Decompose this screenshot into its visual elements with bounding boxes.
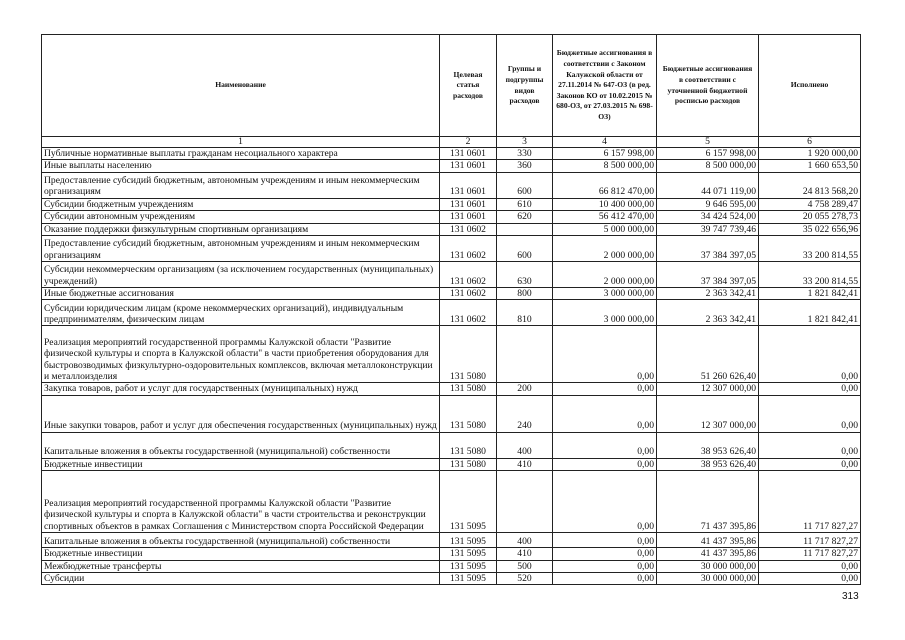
table-row <box>42 288 861 300</box>
row-law-allocation: 2 000 000,00 <box>553 236 657 262</box>
table-row <box>42 383 861 395</box>
table-body <box>42 148 861 585</box>
table-row <box>42 172 861 198</box>
row-executed: 35 022 656,96 <box>759 223 861 235</box>
row-target-article: 131 5095 <box>440 471 497 533</box>
row-law-allocation: 0,00 <box>553 395 657 432</box>
row-expense-group: 330 <box>497 148 553 160</box>
column-number: 1 <box>42 137 440 148</box>
table-row <box>42 223 861 235</box>
row-expense-group: 200 <box>497 383 553 395</box>
row-expense-group: 400 <box>497 432 553 458</box>
row-name: Межбюджетные трансферты <box>42 560 440 572</box>
header-row <box>42 35 861 137</box>
row-law-allocation: 10 400 000,00 <box>553 198 657 210</box>
table-row <box>42 198 861 210</box>
row-refined-allocation: 12 307 000,00 <box>657 395 759 432</box>
row-target-article: 131 0602 <box>440 300 497 326</box>
table-row <box>42 548 861 560</box>
row-executed: 11 717 827,27 <box>759 548 861 560</box>
row-target-article: 131 5080 <box>440 383 497 395</box>
row-target-article: 131 0601 <box>440 160 497 172</box>
row-executed: 0,00 <box>759 326 861 383</box>
row-executed: 1 821 842,41 <box>759 288 861 300</box>
column-number: 3 <box>497 137 553 148</box>
column-number: 4 <box>553 137 657 148</box>
row-executed: 20 055 278,73 <box>759 211 861 223</box>
row-refined-allocation: 39 747 739,46 <box>657 223 759 235</box>
row-target-article: 131 5080 <box>440 458 497 470</box>
row-executed: 11 717 827,27 <box>759 533 861 548</box>
row-executed: 1 920 000,00 <box>759 148 861 160</box>
row-name: Субсидии автономным учреждениям <box>42 211 440 223</box>
row-name: Субсидии некоммерческим организациям (за исключением государственных (муниципальных) учреждений) <box>42 262 440 288</box>
row-refined-allocation: 44 071 119,00 <box>657 172 759 198</box>
row-target-article: 131 5095 <box>440 573 497 585</box>
row-refined-allocation: 41 437 395,86 <box>657 548 759 560</box>
table-row <box>42 432 861 458</box>
table-row <box>42 395 861 432</box>
row-law-allocation: 2 000 000,00 <box>553 262 657 288</box>
row-expense-group <box>497 326 553 383</box>
row-executed: 24 813 568,20 <box>759 172 861 198</box>
row-name: Иные бюджетные ассигнования <box>42 288 440 300</box>
row-target-article: 131 5080 <box>440 432 497 458</box>
row-law-allocation: 0,00 <box>553 548 657 560</box>
row-expense-group: 520 <box>497 573 553 585</box>
row-name: Иные закупки товаров, работ и услуг для обеспечения государственных (муниципальных) нужд <box>42 395 440 432</box>
row-name: Бюджетные инвестиции <box>42 458 440 470</box>
row-executed: 33 200 814,55 <box>759 262 861 288</box>
row-target-article: 131 0602 <box>440 223 497 235</box>
header-name: Наименование <box>42 35 440 137</box>
row-refined-allocation: 2 363 342,41 <box>657 300 759 326</box>
row-refined-allocation: 2 363 342,41 <box>657 288 759 300</box>
row-refined-allocation: 30 000 000,00 <box>657 560 759 572</box>
table-row <box>42 236 861 262</box>
row-target-article: 131 0602 <box>440 262 497 288</box>
row-law-allocation: 66 812 470,00 <box>553 172 657 198</box>
row-target-article: 131 0602 <box>440 288 497 300</box>
row-target-article: 131 5080 <box>440 395 497 432</box>
row-executed: 0,00 <box>759 560 861 572</box>
row-expense-group: 800 <box>497 288 553 300</box>
row-executed: 1 821 842,41 <box>759 300 861 326</box>
row-refined-allocation: 51 260 626,40 <box>657 326 759 383</box>
header-expense-groups: Группы и подгруппы видов расходов <box>497 35 553 137</box>
row-refined-allocation: 34 424 524,00 <box>657 211 759 223</box>
row-law-allocation: 0,00 <box>553 458 657 470</box>
row-refined-allocation: 6 157 998,00 <box>657 148 759 160</box>
row-expense-group: 360 <box>497 160 553 172</box>
row-executed: 0,00 <box>759 395 861 432</box>
row-expense-group <box>497 471 553 533</box>
row-name: Иные выплаты населению <box>42 160 440 172</box>
row-law-allocation: 5 000 000,00 <box>553 223 657 235</box>
row-law-allocation: 0,00 <box>553 560 657 572</box>
row-target-article: 131 5095 <box>440 533 497 548</box>
row-expense-group <box>497 223 553 235</box>
row-target-article: 131 0601 <box>440 198 497 210</box>
row-expense-group: 810 <box>497 300 553 326</box>
row-executed: 33 200 814,55 <box>759 236 861 262</box>
row-law-allocation: 6 157 998,00 <box>553 148 657 160</box>
row-law-allocation: 0,00 <box>553 432 657 458</box>
row-name: Оказание поддержки физкультурным спортивным организациям <box>42 223 440 235</box>
table-row <box>42 211 861 223</box>
header-executed: Исполнено <box>759 35 861 137</box>
row-law-allocation: 8 500 000,00 <box>553 160 657 172</box>
row-expense-group: 600 <box>497 172 553 198</box>
row-executed: 11 717 827,27 <box>759 471 861 533</box>
header-refined-allocations: Бюджетные ассигнования в соответствии с уточненной бюджетной росписью расходов <box>657 35 759 137</box>
row-refined-allocation: 41 437 395,86 <box>657 533 759 548</box>
row-executed: 0,00 <box>759 432 861 458</box>
row-expense-group: 400 <box>497 533 553 548</box>
row-executed: 1 660 653,50 <box>759 160 861 172</box>
row-expense-group: 630 <box>497 262 553 288</box>
table-row <box>42 148 861 160</box>
row-refined-allocation: 12 307 000,00 <box>657 383 759 395</box>
row-target-article: 131 5095 <box>440 560 497 572</box>
row-executed: 4 758 289,47 <box>759 198 861 210</box>
row-target-article: 131 0601 <box>440 172 497 198</box>
table-row <box>42 560 861 572</box>
row-law-allocation: 0,00 <box>553 326 657 383</box>
row-name: Предоставление субсидий бюджетным, автономным учреждениям и иным некоммерческим организациям <box>42 172 440 198</box>
row-refined-allocation: 38 953 626,40 <box>657 458 759 470</box>
row-expense-group: 240 <box>497 395 553 432</box>
row-name: Бюджетные инвестиции <box>42 548 440 560</box>
row-refined-allocation: 38 953 626,40 <box>657 432 759 458</box>
row-expense-group: 410 <box>497 548 553 560</box>
row-name: Субсидии <box>42 573 440 585</box>
page-number: 313 <box>842 591 859 602</box>
row-law-allocation: 3 000 000,00 <box>553 300 657 326</box>
column-number: 5 <box>657 137 759 148</box>
header-law-allocations: Бюджетные ассигнования в соответствии с Законом Калужской области от 27.11.2014 № 647-ОЗ (в ред. Законов КО от 10.02.2015 № 680-ОЗ, от 27.03.2015 № 698-ОЗ) <box>553 35 657 137</box>
row-name: Субсидии юридическим лицам (кроме некоммерческих организаций), индивидуальным предпринимателям, физическим лицам <box>42 300 440 326</box>
table-row <box>42 300 861 326</box>
row-target-article: 131 0601 <box>440 211 497 223</box>
row-law-allocation: 56 412 470,00 <box>553 211 657 223</box>
row-name: Реализация мероприятий государственной программы Калужской области "Развитие физической культуры и спорта в Калужской области" в части строительства и реконструкции спортивных объектов в рамках Соглашения с Министерством спорта Российской Федерации <box>42 471 440 533</box>
row-target-article: 131 5080 <box>440 326 497 383</box>
row-executed: 0,00 <box>759 383 861 395</box>
row-name: Публичные нормативные выплаты гражданам несоциального характера <box>42 148 440 160</box>
table-row <box>42 533 861 548</box>
row-name: Субсидии бюджетным учреждениям <box>42 198 440 210</box>
table-row <box>42 262 861 288</box>
table-row <box>42 160 861 172</box>
column-number: 2 <box>440 137 497 148</box>
budget-execution-table <box>41 34 861 585</box>
row-executed: 0,00 <box>759 573 861 585</box>
row-refined-allocation: 71 437 395,86 <box>657 471 759 533</box>
row-target-article: 131 0602 <box>440 236 497 262</box>
row-target-article: 131 0601 <box>440 148 497 160</box>
row-name: Капитальные вложения в объекты государственной (муниципальной) собственности <box>42 533 440 548</box>
row-expense-group: 500 <box>497 560 553 572</box>
row-target-article: 131 5095 <box>440 548 497 560</box>
row-name: Реализация мероприятий государственной программы Калужской области "Развитие физической культуры и спорта в Калужской области" в части приобретения оборудования для быстровозводимых физкультурно-оздоровительных комплексов, включая металлоконструкции и металлоизделия <box>42 326 440 383</box>
row-name: Капитальные вложения в объекты государственной (муниципальной) собственности <box>42 432 440 458</box>
row-law-allocation: 0,00 <box>553 471 657 533</box>
row-expense-group: 600 <box>497 236 553 262</box>
table-row <box>42 573 861 585</box>
row-name: Закупка товаров, работ и услуг для государственных (муниципальных) нужд <box>42 383 440 395</box>
row-expense-group: 620 <box>497 211 553 223</box>
column-number: 6 <box>759 137 861 148</box>
row-refined-allocation: 8 500 000,00 <box>657 160 759 172</box>
row-refined-allocation: 30 000 000,00 <box>657 573 759 585</box>
row-law-allocation: 0,00 <box>553 383 657 395</box>
row-law-allocation: 3 000 000,00 <box>553 288 657 300</box>
row-refined-allocation: 9 646 595,00 <box>657 198 759 210</box>
table-row <box>42 471 861 533</box>
header-target-article: Целевая статья расходов <box>440 35 497 137</box>
table-row <box>42 458 861 470</box>
row-law-allocation: 0,00 <box>553 533 657 548</box>
row-executed: 0,00 <box>759 458 861 470</box>
row-refined-allocation: 37 384 397,05 <box>657 262 759 288</box>
column-number-row <box>42 137 861 148</box>
row-refined-allocation: 37 384 397,05 <box>657 236 759 262</box>
row-law-allocation: 0,00 <box>553 573 657 585</box>
table-row <box>42 326 861 383</box>
row-expense-group: 410 <box>497 458 553 470</box>
row-name: Предоставление субсидий бюджетным, автономным учреждениям и иным некоммерческим организациям <box>42 236 440 262</box>
row-expense-group: 610 <box>497 198 553 210</box>
